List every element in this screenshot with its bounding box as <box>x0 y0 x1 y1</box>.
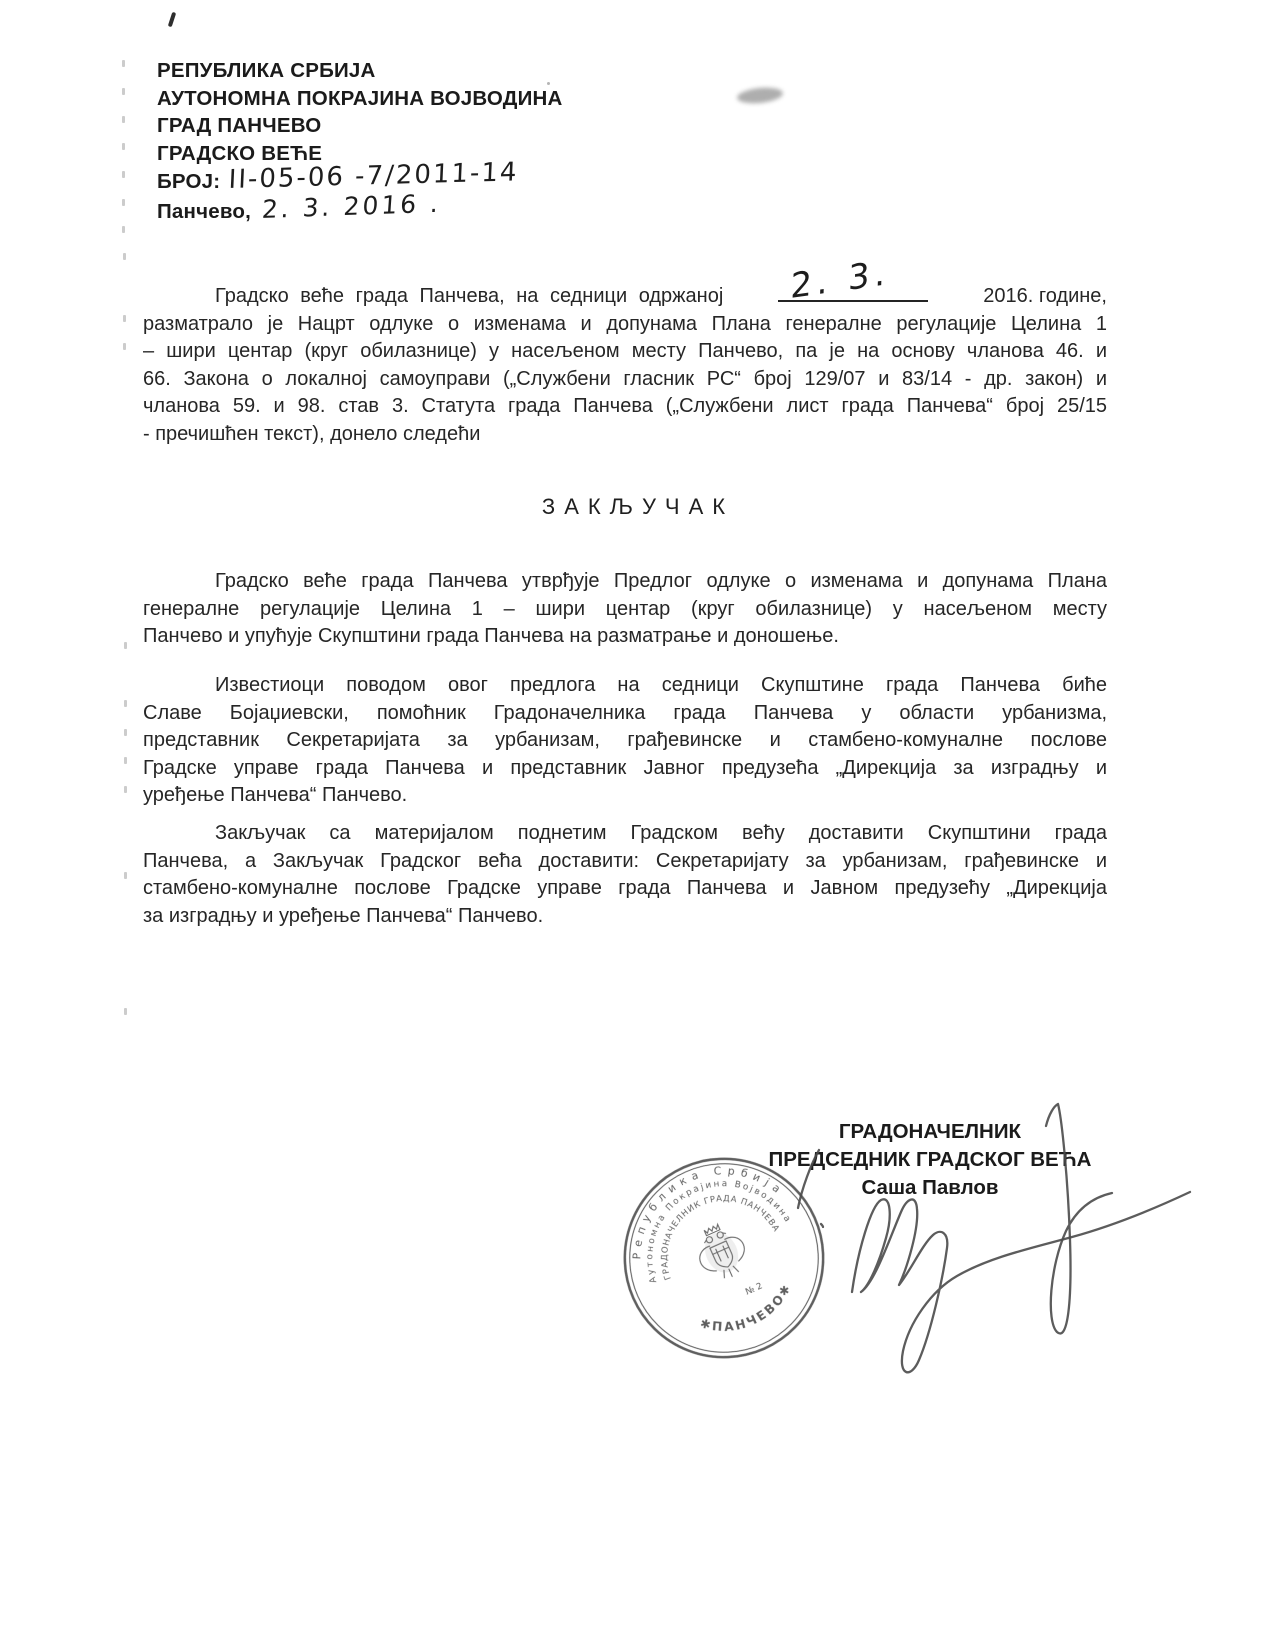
signature-scribble <box>600 1080 1240 1400</box>
stamp-ring-middle-text: Аутономна Покрајина Војводина <box>645 1179 794 1285</box>
text-line: Панчево и упућује Скупштини града Панчева на разматрање и доношење. <box>143 625 839 648</box>
scan-artifact-tick <box>123 343 126 350</box>
date-blank-underline <box>778 252 928 308</box>
text-line: уређење Панчева“ Панчево. <box>143 784 408 807</box>
text-line: разматрало је Нацрт одлуке о изменама и допунама Плана генералне регулације Целина 1 <box>143 312 1107 335</box>
scan-artifact-tick <box>124 700 127 707</box>
scan-artifact-tick <box>124 757 127 764</box>
number-label: БРОЈ: <box>157 170 221 194</box>
text-line: Градско веће града Панчева утврђује Предлог одлуке о изменама и допунама Плана <box>215 570 1107 592</box>
stamp-number: № 2 <box>744 1281 765 1298</box>
stamp-bottom-text: ✱ПАНЧЕВО✱ <box>698 1280 795 1335</box>
scan-artifact-tick <box>122 226 125 233</box>
document-title: ЗАКЉУЧАК <box>541 494 735 519</box>
scan-artifact-tick <box>124 872 127 879</box>
text-line: представник Секретаријата за урбанизам, грађевинске и стамбено-комуналне послове <box>143 729 1107 752</box>
text-line: Славе Бојаџиевски, помоћник Градоначелника града Панчева у области урбанизма, <box>143 701 1107 724</box>
scan-artifact-tick <box>123 315 126 322</box>
scan-artifact-tick <box>124 729 127 736</box>
text-line: - пречишћен текст), донело следећи <box>143 422 481 445</box>
text-line: Панчева, а Закључак Градског већа доставити: Секретаријату за урбанизам, грађевинске и <box>143 849 1107 872</box>
scan-artifact-tick <box>122 88 125 95</box>
scan-artifact-mark <box>168 12 176 28</box>
text-line: Известиоци поводом овог предлога на седници Скупштине града Панчева биће <box>215 674 1107 696</box>
text-line: Закључак са материјалом поднетим Градском већу доставити Скупштини града <box>215 822 1107 844</box>
scan-artifact-tick <box>122 116 125 123</box>
document-header <box>157 57 563 226</box>
paragraph-rapporteurs <box>143 672 1107 810</box>
text-line: – шири центар (круг обилазнице) у насељеном месту Панчево, па је на основу чланова 46. и <box>143 340 1107 363</box>
text-line <box>143 252 1107 311</box>
scan-artifact-tick <box>122 60 125 67</box>
header-council: ГРАДСКО ВЕЋЕ <box>157 141 323 165</box>
paragraph-conclusion <box>143 568 1107 651</box>
text-line: чланова 59. и 98. став 3. Статута града Панчева („Службени лист града Панчева“ број 25/15 <box>143 395 1107 418</box>
paragraph-intro <box>143 252 1107 449</box>
header-province: АУТОНОМНА ПОКРАЈИНА ВОЈВОДИНА <box>157 86 563 110</box>
document-number-handwritten: II-05-06 -7/2011-14 <box>228 157 520 196</box>
text-segment: Градско веће града Панчева, на седници одржаној <box>215 285 724 307</box>
date-handwritten: 2. 3. 2016 . <box>260 188 443 224</box>
scan-artifact-tick <box>124 642 127 649</box>
signature-name: Саша Павлов <box>861 1175 999 1199</box>
scan-artifact-tick <box>122 171 125 178</box>
scan-artifact-smudge <box>736 86 783 106</box>
header-date-line <box>157 188 563 226</box>
scan-artifact-tick <box>122 143 125 150</box>
text-line: стамбено-комуналне послове Градске управе града Панчева и Јавном предузећу „Дирекција <box>143 877 1107 900</box>
signature-stroke <box>798 1150 819 1208</box>
text-line: 66. Закона о локалној самоуправи („Службени гласник РС“ број 129/07 и 83/14 - др. закон) и <box>143 367 1107 390</box>
text-line: за изградњу и уређење Панчева“ Панчево. <box>143 904 544 927</box>
text-line: Градске управе града Панчева и представник Јавног предузећа „Дирекција за изградњу и <box>143 756 1107 779</box>
scan-artifact-tick <box>124 1008 127 1015</box>
header-republic: РЕПУБЛИКА СРБИЈА <box>157 59 376 82</box>
text-line: генералне регулације Целина 1 – шири центар (круг обилазнице) у насељеном месту <box>143 597 1107 620</box>
signature-role-president: ПРЕДСЕДНИК ГРАДСКОГ ВЕЋА <box>768 1147 1092 1171</box>
signature-stroke <box>852 1192 1190 1372</box>
paragraph-delivery <box>143 820 1107 930</box>
place-label: Панчево, <box>157 199 251 223</box>
signature-role-mayor: ГРАДОНАЧЕЛНИК <box>838 1120 1022 1143</box>
scan-artifact-tick <box>122 199 125 206</box>
stamp-ring-inner-text: ГРАДОНАЧЕЛНИК ГРАДА ПАНЧЕВА <box>659 1192 782 1282</box>
text-segment: 2016. године, <box>983 285 1107 307</box>
scan-artifact-tick <box>123 253 126 260</box>
signature-stroke <box>1046 1104 1112 1333</box>
header-city: ГРАД ПАНЧЕВО <box>157 114 322 138</box>
session-date-handwritten: 2. 3. <box>790 252 892 308</box>
stamp-ring-outer-text: Република Србија <box>630 1164 788 1260</box>
signature-stroke <box>821 1224 823 1227</box>
scan-artifact-tick <box>124 786 127 793</box>
